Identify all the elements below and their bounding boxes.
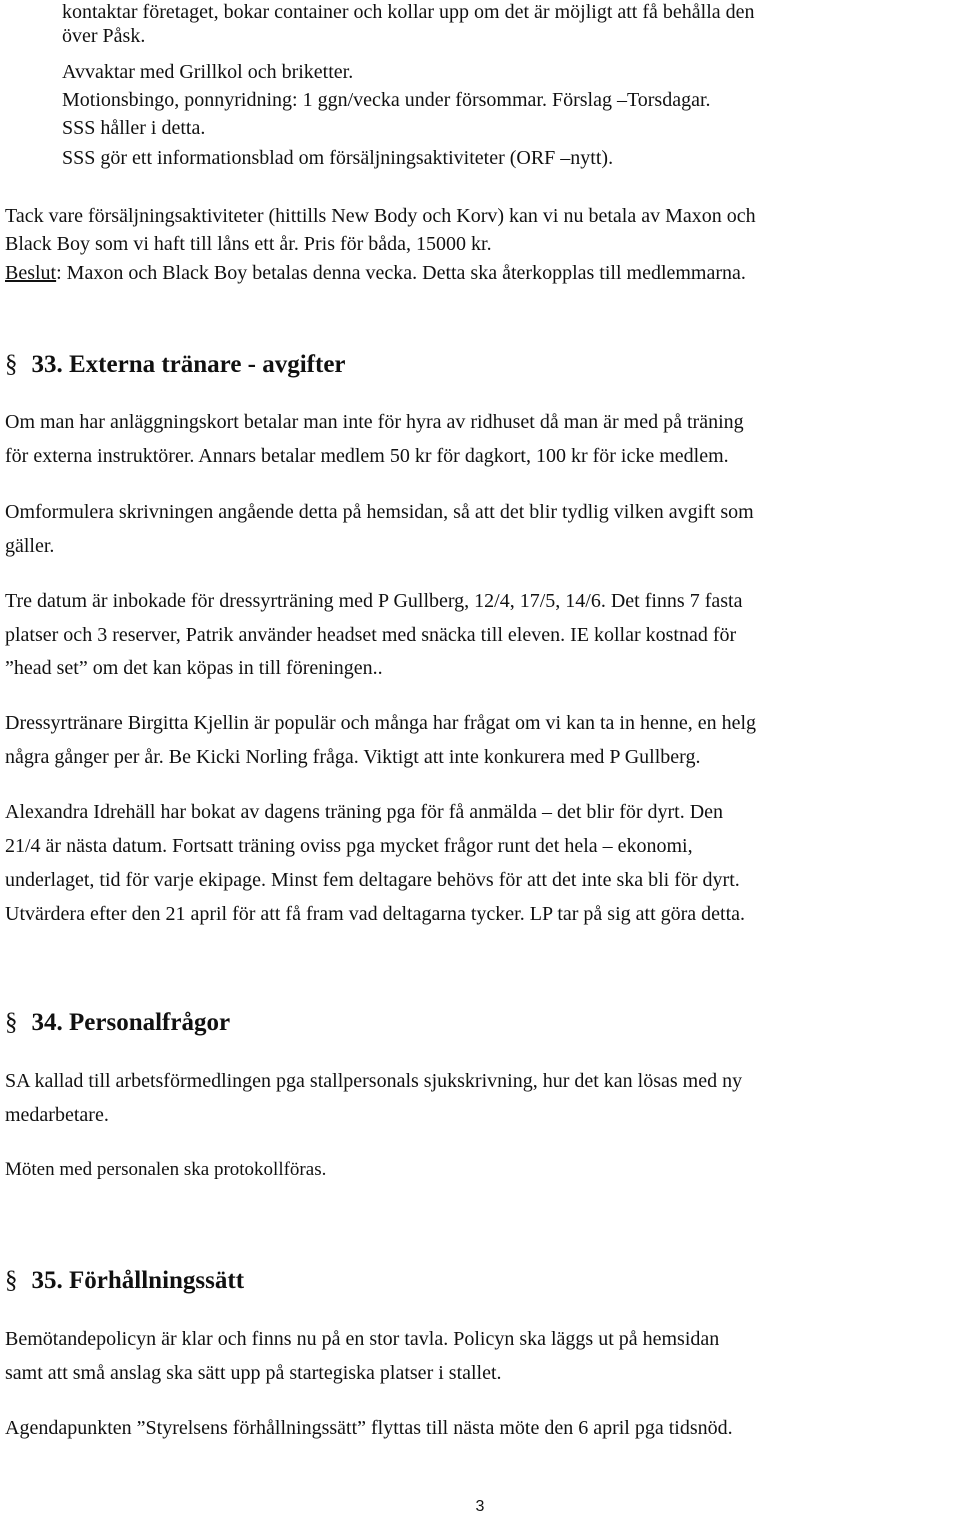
section-title: Förhållningssätt <box>69 1267 245 1294</box>
text-line: ”head set” om det kan köpas in till föreningen.. <box>5 657 383 679</box>
text-line: SSS håller i detta. <box>62 117 206 139</box>
text-line: underlaget, tid för varje ekipage. Minst fem deltagare behövs för att det inte ska bli för dyrt. <box>5 869 740 891</box>
text-line: några gånger per år. Be Kicki Norling fråga. Viktigt att inte konkurera med P Gullberg. <box>5 746 701 768</box>
section-heading-34 <box>5 1008 230 1038</box>
text-line: Tre datum är inbokade för dressyrträning med P Gullberg, 12/4, 17/5, 14/6. Det finns 7 fasta <box>5 590 743 612</box>
section-heading-33 <box>5 350 346 380</box>
text-line: SA kallad till arbetsförmedlingen pga stallpersonals sjukskrivning, hur det kan lösas med ny <box>5 1070 743 1092</box>
section-number: 33. <box>31 351 63 378</box>
section-number: 34. <box>31 1009 63 1036</box>
section-symbol: § <box>5 1009 18 1036</box>
section-number: 35. <box>31 1267 63 1294</box>
text-line: för externa instruktörer. Annars betalar medlem 50 kr för dagkort, 100 kr för icke medlem. <box>5 445 729 467</box>
section-title: Externa tränare - avgifter <box>69 351 346 378</box>
text-line: gäller. <box>5 535 55 557</box>
text-line: kontaktar företaget, bokar container och kollar upp om det är möjligt att få behålla den <box>62 1 755 23</box>
section-symbol: § <box>5 1267 18 1294</box>
text-line: Alexandra Idrehäll har bokat av dagens träning pga för få anmälda – det blir för dyrt. Den <box>5 801 724 823</box>
beslut-line <box>5 261 746 285</box>
text-line: Omformulera skrivningen angående detta på hemsidan, så att det blir tydlig vilken avgift som <box>5 501 754 523</box>
section-heading-35 <box>5 1266 244 1296</box>
text-line: Möten med personalen ska protokollföras. <box>5 1159 327 1180</box>
text-line: samt att små anslag ska sätt upp på startegiska platser i stallet. <box>5 1362 502 1384</box>
section-title: Personalfrågor <box>69 1009 231 1036</box>
text-line: Utvärdera efter den 21 april för att få fram vad deltagarna tycker. LP tar på sig att göra detta. <box>5 903 746 925</box>
text-line: Om man har anläggningskort betalar man inte för hyra av ridhuset då man är med på träning <box>5 411 744 433</box>
section-symbol: § <box>5 351 18 378</box>
beslut-label: Beslut <box>5 262 57 284</box>
text-line: Tack vare försäljningsaktiviteter (hittills New Body och Korv) kan vi nu betala av Maxon och <box>5 205 756 227</box>
text-line: 21/4 är nästa datum. Fortsatt träning oviss pga mycket frågor runt det hela – ekonomi, <box>5 835 693 857</box>
text-line: medarbetare. <box>5 1104 109 1126</box>
text-line: över Påsk. <box>62 25 146 47</box>
text-line: Agendapunkten ”Styrelsens förhållningssätt” flyttas till nästa möte den 6 april pga tidsnöd. <box>5 1417 733 1439</box>
text-line: Motionsbingo, ponnyridning: 1 ggn/vecka under försommar. Förslag –Torsdagar. <box>62 89 711 111</box>
text-line: Dressyrtränare Birgitta Kjellin är populär och många har frågat om vi kan ta in henne, en helg <box>5 712 757 734</box>
beslut-text: : Maxon och Black Boy betalas denna vecka. Detta ska återkopplas till medlemmarna. <box>56 262 746 284</box>
text-line: Bemötandepolicyn är klar och finns nu på en stor tavla. Policyn ska läggs ut på hemsidan <box>5 1328 720 1350</box>
text-line: platser och 3 reserver, Patrik använder headset med snäcka till eleven. IE kollar kostnad för <box>5 624 737 646</box>
text-line: Avvaktar med Grillkol och briketter. <box>62 61 354 83</box>
page-number: 3 <box>475 1498 485 1515</box>
text-line: SSS gör ett informationsblad om försäljningsaktiviteter (ORF –nytt). <box>62 147 614 169</box>
text-line: Black Boy som vi haft till låns ett år. Pris för båda, 15000 kr. <box>5 233 492 255</box>
